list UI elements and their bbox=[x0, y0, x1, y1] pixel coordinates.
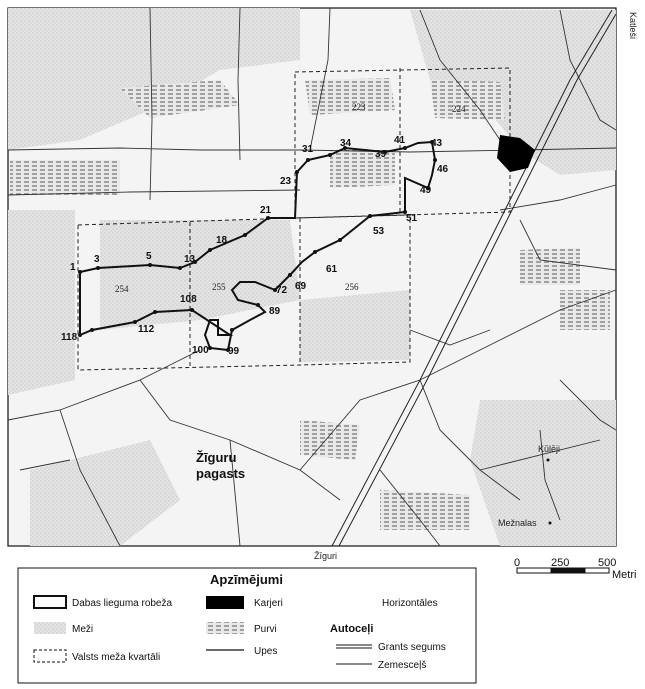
point-label-39: 39 bbox=[375, 149, 387, 160]
point-label-18: 18 bbox=[216, 235, 228, 246]
place-ziguru-pagasts-line2: pagasts bbox=[196, 466, 246, 481]
legend-label-gravel: Grants segums bbox=[378, 642, 446, 653]
point-label-112: 112 bbox=[138, 324, 155, 335]
quarter-255: 255 bbox=[212, 282, 226, 292]
legend-swatch-bogs bbox=[206, 622, 244, 634]
place-ziguru-pagasts-line1: Žīguru bbox=[196, 450, 237, 465]
quarter-254: 254 bbox=[115, 284, 129, 294]
village-marker-meznalas bbox=[549, 522, 552, 525]
scale-tick-250: 250 bbox=[551, 557, 570, 569]
point-label-89: 89 bbox=[269, 306, 281, 317]
point-label-1: 1 bbox=[70, 262, 76, 273]
legend-title: Apzīmējumi bbox=[210, 572, 283, 587]
point-label-34: 34 bbox=[340, 138, 352, 149]
point-label-13: 13 bbox=[184, 254, 196, 265]
point-label-72: 72 bbox=[276, 285, 288, 296]
legend-label-boundary: Dabas lieguma robeža bbox=[72, 598, 173, 609]
village-marker-kuleji bbox=[547, 459, 550, 462]
point-label-23: 23 bbox=[280, 176, 292, 187]
legend-roads-heading: Autoceļi bbox=[330, 623, 374, 635]
point-label-3: 3 bbox=[94, 254, 100, 265]
point-label-49: 49 bbox=[420, 185, 432, 196]
place-kuleji: Kūlēji bbox=[538, 444, 561, 454]
place-katlesi: Katleši bbox=[628, 12, 638, 40]
place-meznalas: Mežnalas bbox=[498, 518, 537, 528]
point-label-99: 99 bbox=[228, 346, 240, 357]
legend-label-dirt-road: Zemesceļš bbox=[378, 660, 427, 671]
point-label-51: 51 bbox=[406, 213, 418, 224]
legend-swatch-quarry bbox=[206, 596, 244, 609]
point-label-41: 41 bbox=[394, 135, 406, 146]
point-label-31: 31 bbox=[302, 144, 314, 155]
legend-swatch-state-quarters bbox=[34, 650, 66, 662]
point-label-53: 53 bbox=[373, 226, 385, 237]
point-label-100: 100 bbox=[192, 345, 209, 356]
point-label-5: 5 bbox=[146, 251, 152, 262]
legend-label-rivers: Upes bbox=[254, 646, 278, 657]
quarter-256: 256 bbox=[345, 282, 359, 292]
quarter-224: 224 bbox=[452, 104, 466, 114]
point-label-21: 21 bbox=[260, 205, 272, 216]
legend-label-contours: Horizontāles bbox=[382, 598, 438, 609]
legend-swatch-forests bbox=[34, 622, 66, 634]
point-label-69: 69 bbox=[295, 281, 307, 292]
point-label-118: 118 bbox=[61, 332, 78, 343]
legend-label-quarry: Karjeri bbox=[254, 598, 283, 609]
scale-tick-500: 500 bbox=[598, 557, 617, 569]
legend-label-forests: Meži bbox=[72, 624, 94, 635]
point-label-46: 46 bbox=[437, 164, 449, 175]
scale-unit: Metri bbox=[612, 569, 637, 581]
legend-swatch-boundary bbox=[34, 596, 66, 608]
point-label-108: 108 bbox=[180, 294, 197, 305]
place-ziguri: Žīguri bbox=[314, 551, 338, 561]
point-label-61: 61 bbox=[326, 264, 338, 275]
legend-label-bogs: Purvi bbox=[254, 624, 277, 635]
quarter-223: 223 bbox=[352, 102, 366, 112]
legend-label-state-quarters: Valsts meža kvartāli bbox=[72, 652, 161, 663]
scale-tick-0: 0 bbox=[514, 557, 521, 569]
point-label-43: 43 bbox=[431, 138, 443, 149]
